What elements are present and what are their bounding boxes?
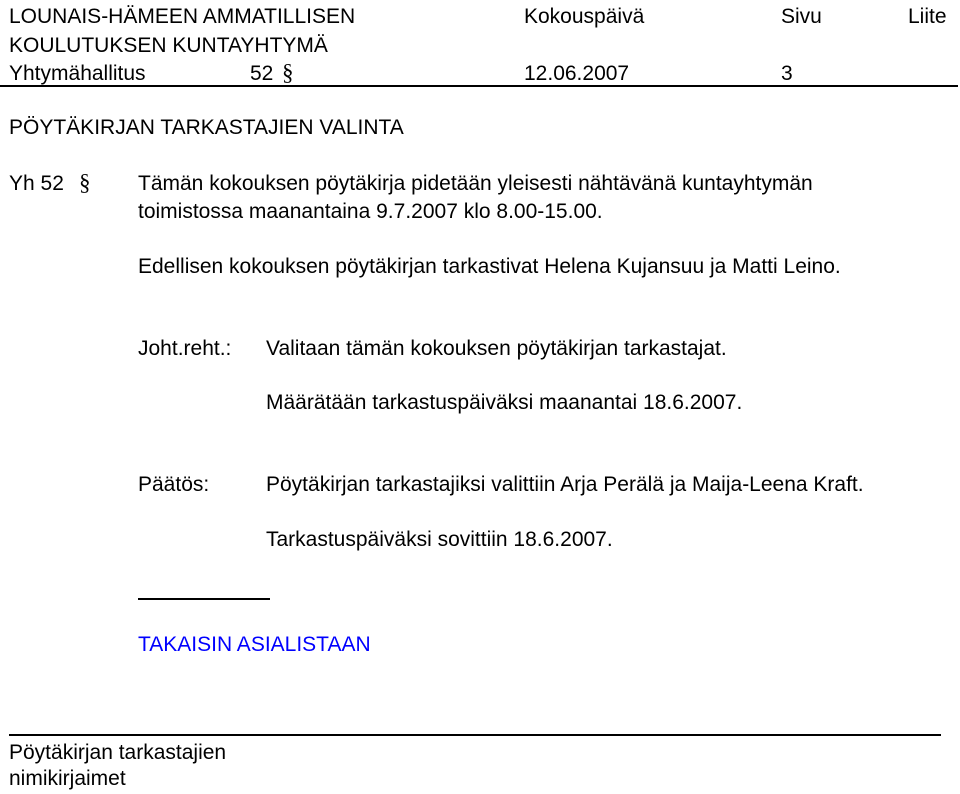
- agenda-title: PÖYTÄKIRJAN TARKASTAJIEN VALINTA: [9, 116, 404, 139]
- meeting-date: 12.06.2007: [524, 62, 630, 85]
- item-reference: Yh 52: [9, 172, 64, 195]
- meeting-date-label: Kokouspäivä: [524, 5, 645, 28]
- body-name: Yhtymähallitus: [9, 62, 146, 85]
- back-to-agenda-link[interactable]: TAKAISIN ASIALISTAAN: [138, 633, 371, 656]
- org-name-line1: LOUNAIS-HÄMEEN AMMATILLISEN: [9, 5, 356, 28]
- proposal-line-2: Määrätään tarkastuspäiväksi maanantai 18.6.2007.: [266, 391, 743, 414]
- attachment-label: Liite: [908, 5, 947, 28]
- page-label: Sivu: [781, 5, 822, 28]
- previous-checkers-text: Edellisen kokouksen pöytäkirjan tarkastivat Helena Kujansuu ja Matti Leino.: [138, 255, 841, 278]
- org-name-line2: KOULUTUKSEN KUNTAYHTYMÄ: [9, 34, 328, 57]
- footer-line-1: Pöytäkirjan tarkastajien: [9, 741, 227, 764]
- page-number: 3: [781, 62, 793, 85]
- section-number: 52: [250, 62, 274, 85]
- decision-line-2: Tarkastuspäiväksi sovittiin 18.6.2007.: [266, 528, 613, 551]
- header-divider: [0, 85, 958, 87]
- footer-divider: [9, 734, 941, 736]
- intro-line-2: toimistossa maanantaina 9.7.2007 klo 8.00-15.00.: [138, 200, 603, 223]
- decision-line-1: Pöytäkirjan tarkastajiksi valittiin Arja Perälä ja Maija-Leena Kraft.: [266, 473, 864, 496]
- proposal-line-1: Valitaan tämän kokouksen pöytäkirjan tarkastajat.: [266, 337, 727, 360]
- signature-rule: [138, 598, 270, 600]
- section-sign: §: [282, 60, 294, 85]
- proposal-label: Joht.reht.:: [138, 337, 232, 360]
- decision-label: Päätös:: [138, 473, 210, 496]
- item-section-sign: §: [79, 170, 91, 195]
- footer-line-2: nimikirjaimet: [9, 767, 126, 790]
- intro-line-1: Tämän kokouksen pöytäkirja pidetään yleisesti nähtävänä kuntayhtymän: [138, 172, 813, 195]
